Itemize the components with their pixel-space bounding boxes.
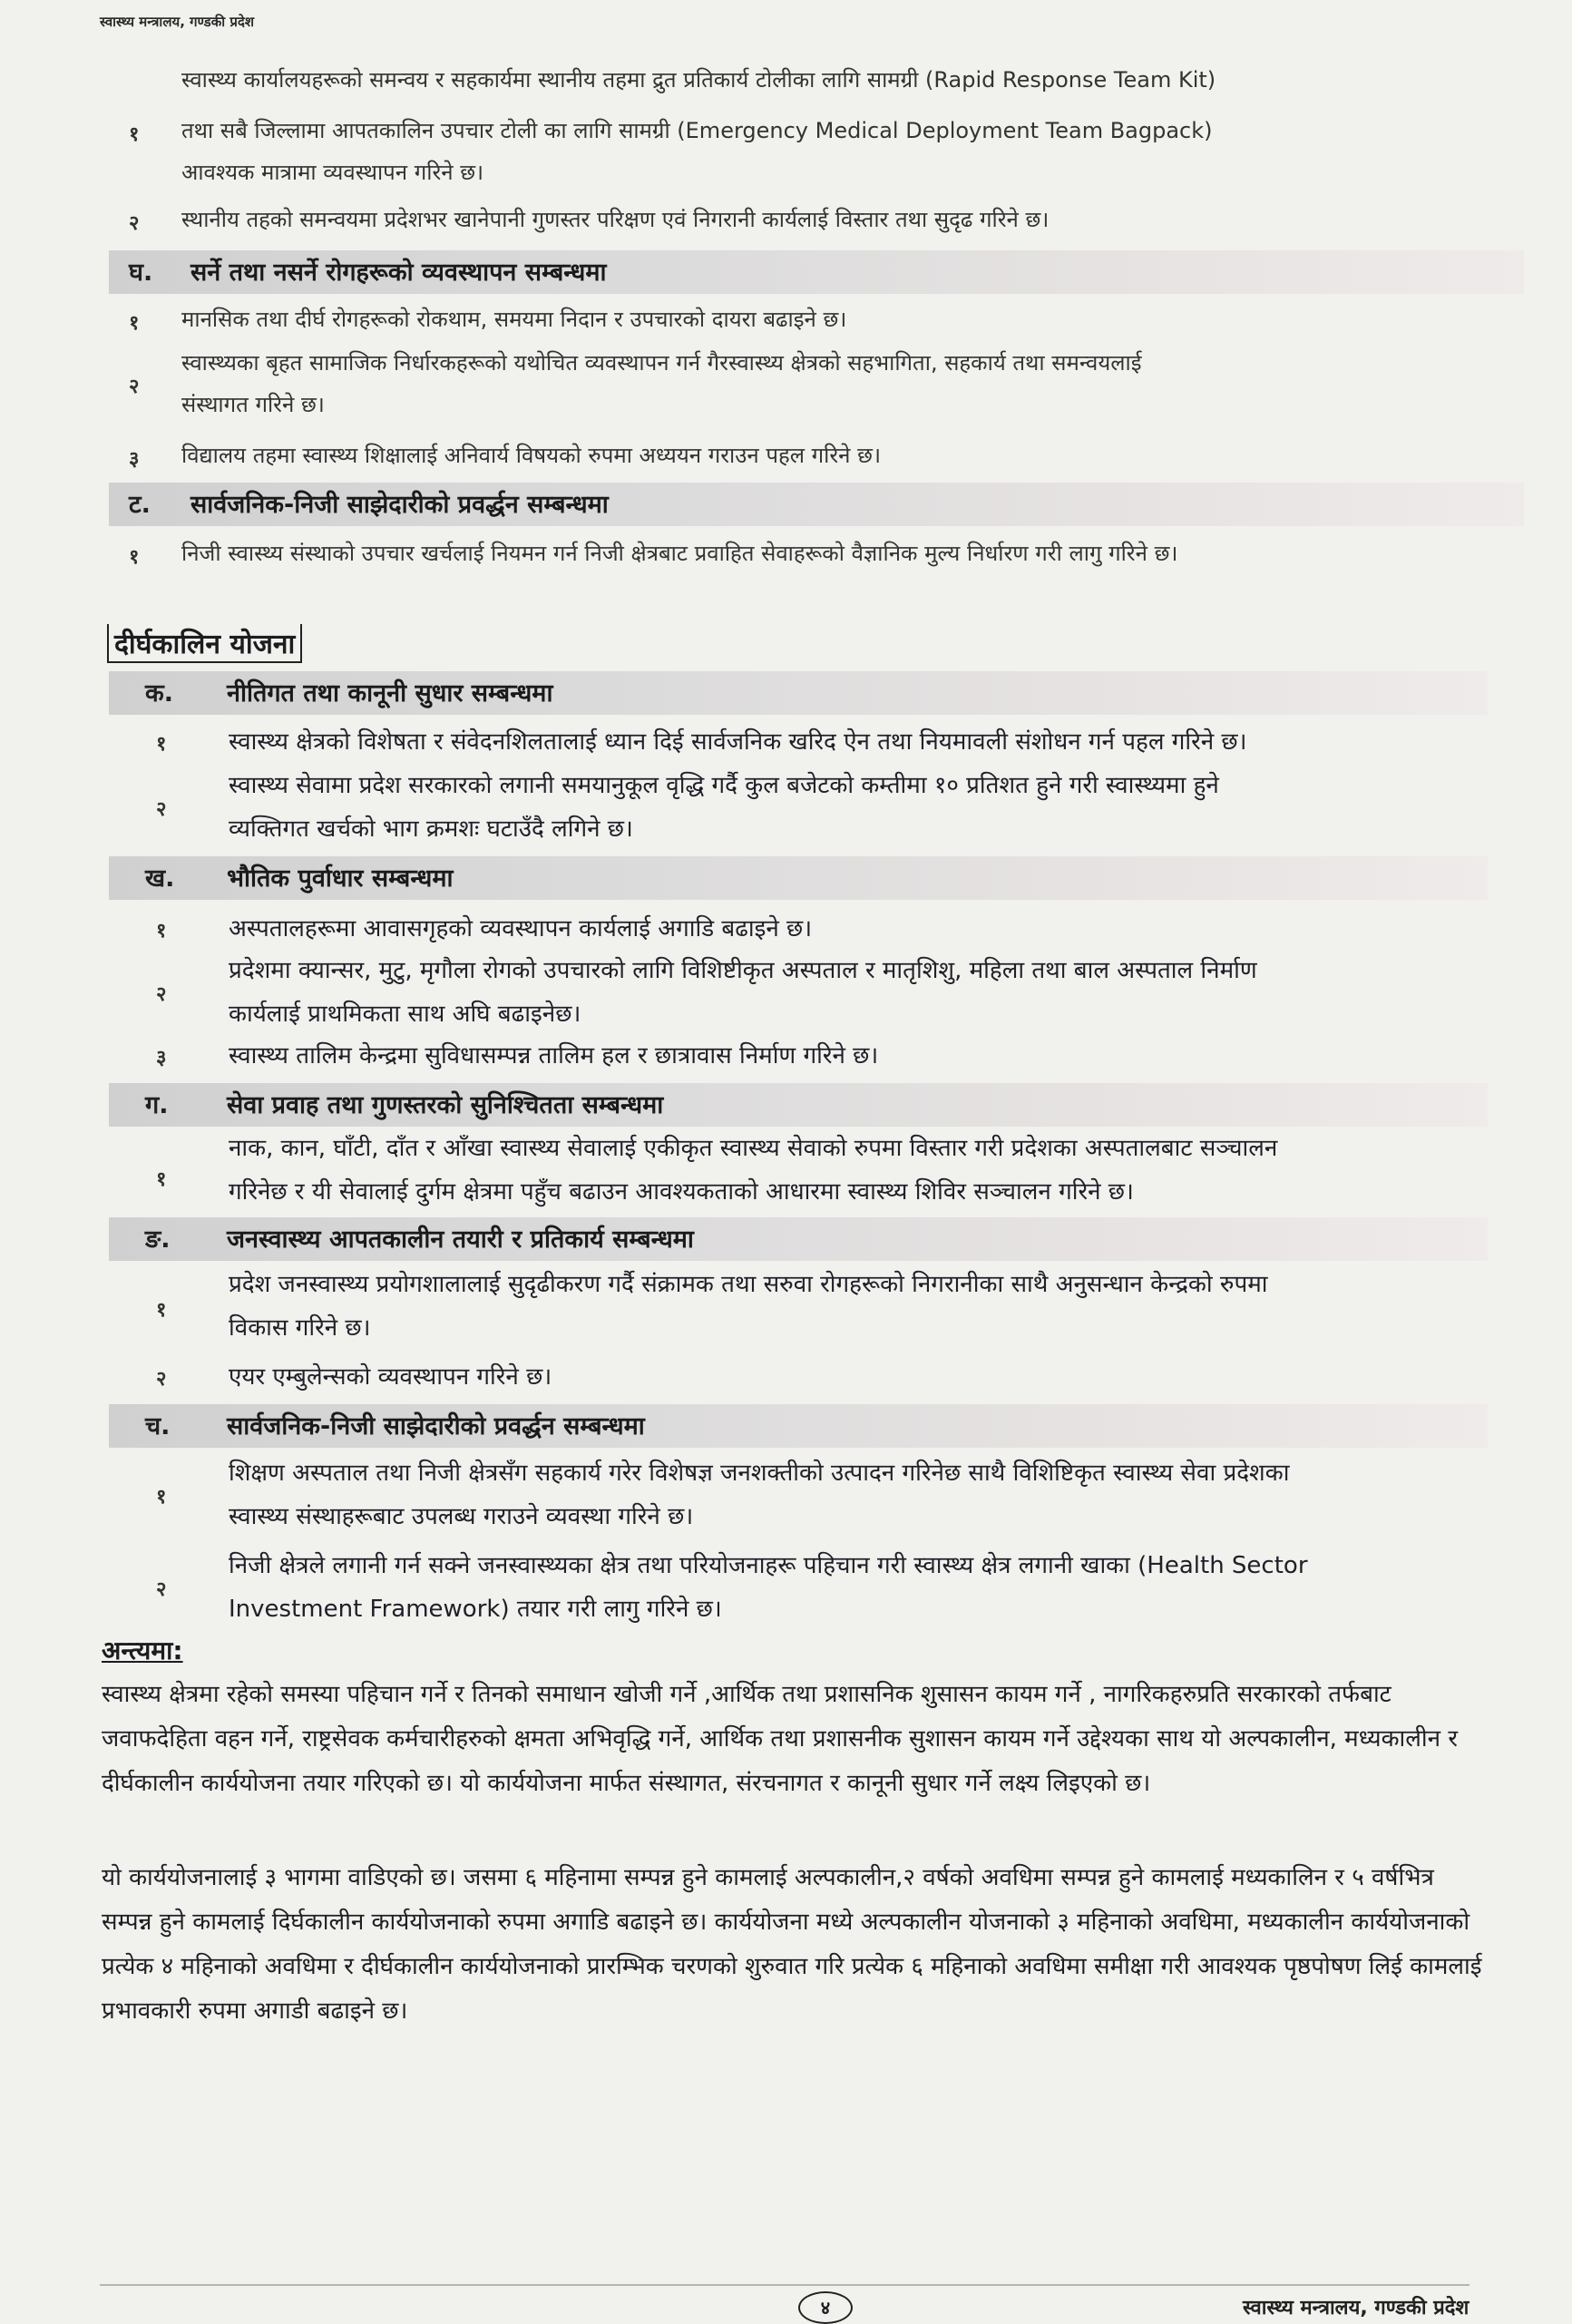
section-letter: क. — [145, 679, 173, 708]
item-text: स्वास्थ्य संस्थाहरूबाट उपलब्ध गराउने व्यवस्था गरिने छ। — [229, 1503, 694, 1530]
footer-divider — [100, 2284, 1469, 2286]
item-text: नाक, कान, घाँटी, दाँत र आँखा स्वास्थ्य सेवालाई एकीकृत स्वास्थ्य सेवाको रुपमा विस्तार गरी प्रदेशका अस्पतालबाट सञ्चालन — [229, 1135, 1278, 1162]
item-number: १ — [156, 1299, 167, 1322]
item-text: प्रदेशमा क्यान्सर, मुटु, मृगौला रोगको उपचारको लागि विशिष्टीकृत अस्पताल र मातृशिशु, महिला तथा बाल अस्पताल निर्माण — [229, 957, 1257, 984]
section-letter: घ. — [129, 259, 153, 287]
item-number: १ — [129, 312, 140, 335]
section-letter: ग. — [145, 1091, 169, 1119]
item-number: १ — [156, 1486, 167, 1509]
item-number: १ — [156, 920, 167, 942]
item-number: १ — [129, 123, 140, 146]
section-band — [109, 250, 1524, 294]
section-band — [109, 856, 1488, 900]
continuation-line: स्वास्थ्य कार्यालयहरूको समन्वय र सहकार्यमा स्थानीय तहमा द्रुत प्रतिकार्य टोलीका लागि सामग्री (Rapid Response Team Kit) — [181, 67, 1216, 93]
item-text: स्वास्थ्यका बृहत सामाजिक निर्धारकहरूको यथोचित व्यवस्थापन गर्न गैरस्वास्थ्य क्षेत्रको सहभागिता, सहकार्य तथा समन्वयलाई — [181, 350, 1142, 376]
item-number: ३ — [129, 448, 140, 471]
page-header: स्वास्थ्य मन्त्रालय, गण्डकी प्रदेश — [100, 14, 255, 30]
section-title: सार्वजनिक-निजी साझेदारीको प्रवर्द्धन सम्बन्धमा — [227, 1412, 645, 1440]
conclusion-heading: अन्त्यमा: — [102, 1636, 183, 1665]
conclusion-paragraph: स्वास्थ्य क्षेत्रमा रहेको समस्या पहिचान गर्ने र तिनको समाधान खोजी गर्ने ,आर्थिक तथा प्रशासनिक शुसासन कायम गर्ने , नागरिकहरुप्रति सरकारको तर्फबाट जवाफदेहिता वहन गर्ने, राष्ट्रसेवक कर्मचारीहरुको क्षमता अभिवृद्धि गर्ने, आर्थिक तथा प्रशासनीक सुशासन कायम गर्ने उद्देश्यका साथ यो अल्पकालीन, मध्यकालीन र दीर्घकालीन कार्ययोजना तयार गरिएको छ। यो कार्ययोजना मार्फत संस्थागत, संरचनागत र कानूनी सुधार गर्ने लक्ष्य लिइएको छ। — [102, 1681, 1458, 1797]
item-text: मानसिक तथा दीर्घ रोगहरूको रोकथाम, समयमा निदान र उपचारको दायरा बढाइने छ। — [181, 307, 847, 332]
item-number: २ — [156, 1368, 167, 1391]
item-text: अस्पतालहरूमा आवासगृहको व्यवस्थापन कार्यलाई अगाडि बढाइने छ। — [229, 915, 813, 942]
section-letter: ङ. — [145, 1225, 171, 1254]
section-title: जनस्वास्थ्य आपतकालीन तयारी र प्रतिकार्य सम्बन्धमा — [227, 1225, 694, 1254]
item-text: स्वास्थ्य तालिम केन्द्रमा सुविधासम्पन्न तालिम हल र छात्रावास निर्माण गरिने छ। — [229, 1042, 879, 1069]
section-band — [109, 1404, 1488, 1448]
item-number: ३ — [156, 1047, 167, 1069]
item-text: स्थानीय तहको समन्वयमा प्रदेशभर खानेपानी गुणस्तर परिक्षण एवं निगरानी कार्यलाई विस्तार तथा सुदृढ गरिने छ। — [181, 207, 1050, 232]
section-band — [109, 483, 1524, 526]
section-title: सर्ने तथा नसर्ने रोगहरूको व्यवस्थापन सम्बन्धमा — [190, 259, 607, 287]
item-text: शिक्षण अस्पताल तथा निजी क्षेत्रसँग सहकार्य गरेर विशेषज्ञ जनशक्तीको उत्पादन गरिनेछ साथै विशिष्टिकृत स्वास्थ्य सेवा प्रदेशका — [229, 1460, 1290, 1487]
section-band — [109, 1217, 1488, 1261]
item-text: संस्थागत गरिने छ। — [181, 392, 325, 417]
item-text: स्वास्थ्य क्षेत्रको विशेषता र संवेदनशिलतालाई ध्यान दिई सार्वजनिक खरिद ऐन तथा नियमावली संशोधन गर्न पहल गरिने छ। — [229, 728, 1247, 756]
item-text: एयर एम्बुलेन्सको व्यवस्थापन गरिने छ। — [229, 1363, 552, 1391]
item-number: १ — [156, 1168, 167, 1191]
item-number: २ — [156, 1578, 167, 1601]
section-band — [109, 671, 1488, 715]
item-text: विद्यालय तहमा स्वास्थ्य शिक्षालाई अनिवार्य विषयको रुपमा अध्ययन गराउन पहल गरिने छ। — [181, 443, 882, 468]
item-text: गरिनेछ र यी सेवालाई दुर्गम क्षेत्रमा पहुँच बढाउन आवश्यकताको आधारमा स्वास्थ्य शिविर सञ्चालन गरिने छ। — [229, 1178, 1134, 1206]
section-title: सेवा प्रवाह तथा गुणस्तरको सुनिश्चितता सम्बन्धमा — [227, 1091, 664, 1119]
item-text: निजी क्षेत्रले लगानी गर्न सक्ने जनस्वास्थ्यका क्षेत्र तथा परियोजनाहरू पहिचान गरी स्वास्थ्य क्षेत्र लगानी खाका (Health Sector — [229, 1552, 1308, 1579]
item-text: तथा सबै जिल्लामा आपतकालिन उपचार टोली का लागि सामग्री (Emergency Medical Deployment Team Bagpack) — [181, 118, 1213, 143]
item-number: २ — [129, 376, 140, 398]
item-number: १ — [156, 733, 167, 756]
section-letter: च. — [145, 1412, 171, 1440]
long-term-plan-title: दीर्घकालिन योजना — [107, 624, 302, 663]
item-text: निजी स्वास्थ्य संस्थाको उपचार खर्चलाई नियमन गर्न निजी क्षेत्रबाट प्रवाहित सेवाहरूको वैज्ञानिक मुल्य निर्धारण गरी लागु गरिने छ। — [181, 541, 1178, 566]
item-text: आवश्यक मात्रामा व्यवस्थापन गरिने छ। — [181, 160, 484, 185]
footer-ministry: स्वास्थ्य मन्त्रालय, गण्डकी प्रदेश — [1243, 2297, 1469, 2319]
section-title: सार्वजनिक-निजी साझेदारीको प्रवर्द्धन सम्बन्धमा — [190, 491, 609, 519]
page-number: ४ — [798, 2291, 853, 2324]
item-text: विकास गरिने छ। — [229, 1314, 371, 1342]
item-text: व्यक्तिगत खर्चको भाग क्रमशः घटाउँदै लगिने छ। — [229, 815, 633, 843]
item-text: स्वास्थ्य सेवामा प्रदेश सरकारको लगानी समयानुकूल वृद्धि गर्दै कुल बजेटको कम्तीमा १० प्रतिशत हुने गरी स्वास्थ्यमा हुने — [229, 772, 1219, 799]
item-number: २ — [129, 212, 140, 235]
item-text: Investment Framework) तयार गरी लागु गरिने छ। — [229, 1596, 722, 1623]
item-number: २ — [156, 983, 167, 1006]
item-number: १ — [129, 546, 140, 569]
item-text: कार्यलाई प्राथमिकता साथ अघि बढाइनेछ। — [229, 1001, 581, 1028]
section-band — [109, 1083, 1488, 1127]
section-title: नीतिगत तथा कानूनी सुधार सम्बन्धमा — [227, 679, 553, 708]
section-letter: ट. — [129, 491, 151, 519]
item-text: प्रदेश जनस्वास्थ्य प्रयोगशालालाई सुदृढीकरण गर्दै संक्रामक तथा सरुवा रोगहरूको निगरानीका साथै अनुसन्धान केन्द्रको रुपमा — [229, 1271, 1268, 1298]
item-number: २ — [156, 798, 167, 821]
section-title: भौतिक पुर्वाधार सम्बन्धमा — [227, 864, 454, 893]
conclusion-paragraph: यो कार्ययोजनालाई ३ भागमा वाडिएको छ। जसमा ६ महिनामा सम्पन्न हुने कामलाई अल्पकालीन,२ वर्षको अवधिमा सम्पन्न हुने कामलाई मध्यकालिन र ५ वर्षभित्र सम्पन्न हुने कामलाई दिर्घकालीन कार्ययोजनाको रुपमा अगाडि बढाइने छ। कार्ययोजना मध्ये अल्पकालीन योजनाको ३ महिनाको अवधिमा, मध्यकालीन कार्ययोजनाको प्रत्येक ४ महिनाको अवधिमा र दीर्घकालीन कार्ययोजनाको प्रारम्भिक चरणको शुरुवात गरि प्रत्येक ६ महिनाको अवधिमा समीक्षा गरी आवश्यक पृष्ठपोषण लिई कामलाई प्रभावकारी रुपमा अगाडी बढाइने छ। — [102, 1864, 1482, 2025]
section-letter: ख. — [145, 864, 175, 893]
